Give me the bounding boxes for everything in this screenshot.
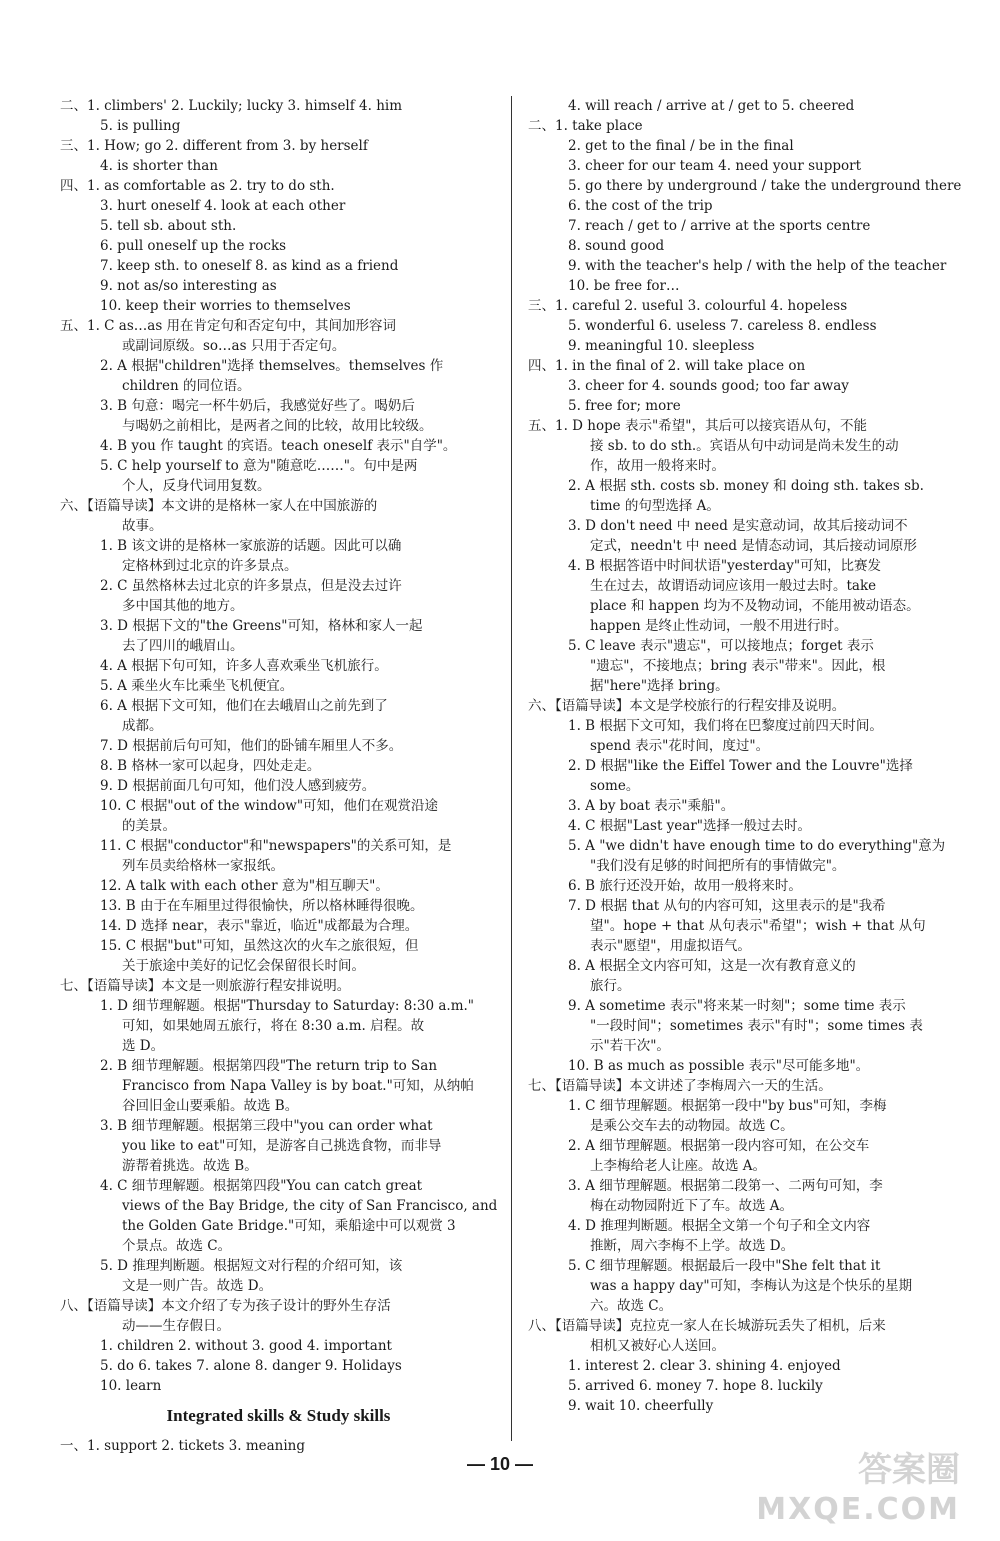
answer-line: 7. D 根据前后句可知，他们的卧铺车厢里人不多。 xyxy=(100,738,403,754)
answer-line: 5. D 推理判断题。根据短文对行程的介绍可知，该 xyxy=(100,1258,403,1274)
answer-line: 6. A 根据下文可知，他们在去峨眉山之前先到了 xyxy=(100,698,388,714)
answer-line: 10. C 根据"out of the window"可知，他们在观赏沿途 xyxy=(100,798,439,814)
answer-line: 9. D 根据前面几句可知，他们没人感到疲劳。 xyxy=(100,778,376,794)
answer-line: 与喝奶之前相比，是两者之间的比较，故用比较级。 xyxy=(122,418,433,434)
answer-line: 上李梅给老人让座。故选 A。 xyxy=(590,1158,767,1174)
answer-line: 2. A 根据 sth. costs sb. money 和 doing sth. takes sb. xyxy=(568,478,924,494)
answer-line: 3. B 细节理解题。根据第三段中"you can order what xyxy=(100,1118,433,1134)
answer-line: was a happy day"可知，李梅认为这是个快乐的星期 xyxy=(590,1278,913,1294)
watermark-url: MXQE.COM xyxy=(756,1492,960,1527)
answer-line: 5. is pulling xyxy=(100,118,181,134)
answer-line: 个景点。故选 C。 xyxy=(122,1238,232,1254)
answer-line: 13. B 由于在车厢里过得很愉快，所以格林睡得很晚。 xyxy=(100,898,424,914)
answer-line: 六、【语篇导读】本文是学校旅行的行程安排及说明。 xyxy=(528,698,846,714)
answer-line: 三、1. careful 2. useful 3. colourful 4. hopeless xyxy=(528,298,848,314)
answer-line: 4. will reach / arrive at / get to 5. cheered xyxy=(568,98,855,114)
answer-line: the Golden Gate Bridge."可知，乘船途中可以观赏 3 xyxy=(122,1218,456,1234)
answer-line: 3. cheer for our team 4. need your support xyxy=(568,158,862,174)
answer-line: 4. C 根据"Last year"选择一般过去时。 xyxy=(568,818,811,834)
answer-line: 1. B 该文讲的是格林一家旅游的话题。因此可以确 xyxy=(100,538,402,554)
answer-line: children 的同位语。 xyxy=(122,378,251,394)
answer-line: 定格林到过北京的许多景点。 xyxy=(122,558,298,574)
answer-line: 示"若干次"。 xyxy=(590,1038,670,1054)
page-number: — 10 — xyxy=(466,1454,534,1474)
answer-line: 3. D don't need 中 need 是实意动词，故其后接动词不 xyxy=(568,518,908,534)
answer-line: Francisco from Napa Valley is by boat."可知，从纳帕 xyxy=(122,1078,474,1094)
answer-line: 列车员卖给格林一家报纸。 xyxy=(122,858,284,874)
answer-line: 9. not as/so interesting as xyxy=(100,278,277,294)
answer-line: 1. D 细节理解题。根据"Thursday to Saturday: 8:30 a.m." xyxy=(100,998,474,1014)
answer-line: "我们没有足够的时间把所有的事情做完"。 xyxy=(590,858,846,874)
answer-line: spend 表示"花时间，度过"。 xyxy=(590,738,770,754)
answer-line: 3. A 细节理解题。根据第二段第一、二两句可知，李 xyxy=(568,1178,883,1194)
answer-line: 多中国其他的地方。 xyxy=(122,598,244,614)
right-column xyxy=(528,96,968,1416)
answer-line: 八、【语篇导读】克拉克一家人在长城游玩丢失了相机，后来 xyxy=(528,1318,886,1334)
answer-line: 动——生存假日。 xyxy=(122,1318,230,1334)
answer-line: 15. C 根据"but"可知，虽然这次的火车之旅很短，但 xyxy=(100,938,419,954)
answer-line: 二、1. climbers' 2. Luckily; lucky 3. himself 4. him xyxy=(60,98,403,114)
answer-line: 成都。 xyxy=(122,718,163,734)
answer-line: 10. B as much as possible 表示"尽可能多地"。 xyxy=(568,1058,870,1074)
answer-line: 4. B you 作 taught 的宾语。teach oneself 表示"自学"。 xyxy=(100,438,457,454)
answer-line: 9. with the teacher's help / with the help of the teacher xyxy=(568,258,947,274)
answer-line: 2. A 细节理解题。根据第一段内容可知，在公交车 xyxy=(568,1138,870,1154)
answer-line: 10. be free for… xyxy=(568,278,680,294)
answer-line: 8. B 格林一家可以起身，四处走走。 xyxy=(100,758,321,774)
left-column xyxy=(60,96,497,1456)
answer-line: 6. B 旅行还没开始，故用一般将来时。 xyxy=(568,878,802,894)
answer-line: 的美景。 xyxy=(122,818,176,834)
answer-line: 三、1. How; go 2. different from 3. by herself xyxy=(60,138,368,154)
answer-line: 一、1. support 2. tickets 3. meaning xyxy=(60,1438,306,1454)
answer-line: 9. wait 10. cheerfully xyxy=(568,1398,714,1414)
answer-line: 4. is shorter than xyxy=(100,158,218,174)
answer-line: 2. C 虽然格林去过北京的许多景点，但是没去过许 xyxy=(100,578,402,594)
answer-line: 文是一则广告。故选 D。 xyxy=(122,1278,273,1294)
answer-line: 9. meaningful 10. sleepless xyxy=(568,338,755,354)
answer-line: 去了四川的峨眉山。 xyxy=(122,638,244,654)
answer-line: 或副词原级。so…as 只用于否定句。 xyxy=(122,338,346,354)
answer-line: 5. wonderful 6. useless 7. careless 8. endless xyxy=(568,318,877,334)
answer-line: 梅在动物园附近下了车。故选 A。 xyxy=(590,1198,794,1214)
answer-line: 5. C 细节理解题。根据最后一段中"She felt that it xyxy=(568,1258,881,1274)
answer-line: 4. C 细节理解题。根据第四段"You can catch great xyxy=(100,1178,423,1194)
answer-line: 2. B 细节理解题。根据第四段"The return trip to San xyxy=(100,1058,438,1074)
answer-line: 四、1. as comfortable as 2. try to do sth. xyxy=(60,178,335,194)
answer-line: 个人，反身代词用复数。 xyxy=(122,478,271,494)
answer-line: 5. A "we didn't have enough time to do everything"意为 xyxy=(568,838,946,854)
answer-line: 5. do 6. takes 7. alone 8. danger 9. Holidays xyxy=(100,1358,402,1374)
answer-line: 作，故用一般将来时。 xyxy=(590,458,725,474)
answer-line: 2. D 根据"like the Eiffel Tower and the Louvre"选择 xyxy=(568,758,913,774)
answer-line: 8. sound good xyxy=(568,238,665,254)
answer-line: 7. keep sth. to oneself 8. as kind as a friend xyxy=(100,258,399,274)
answer-line: 4. D 推理判断题。根据全文第一个句子和全文内容 xyxy=(568,1218,871,1234)
answer-line: 5. C help yourself to 意为"随意吃……"。句中是两 xyxy=(100,458,418,474)
answer-line: 四、1. in the final of 2. will take place on xyxy=(528,358,806,374)
answer-line: 是乘公交车去的动物园。故选 C。 xyxy=(590,1118,794,1134)
answer-line: 七、【语篇导读】本文是一则旅游行程安排说明。 xyxy=(60,978,351,994)
answer-line: 5. A 乘坐火车比乘坐飞机便宜。 xyxy=(100,678,294,694)
answer-line: 3. cheer for 4. sounds good; too far away xyxy=(568,378,849,394)
answer-line: 六、【语篇导读】本文讲的是格林一家人在中国旅游的 xyxy=(60,498,378,514)
answer-line: 12. A talk with each other 意为"相互聊天"。 xyxy=(100,878,389,894)
answer-line: 10. learn xyxy=(100,1378,162,1394)
answer-line: 据"here"选择 bring。 xyxy=(590,678,729,694)
section-heading: Integrated skills & Study skills xyxy=(166,1406,391,1425)
answer-line: 3. A by boat 表示"乘船"。 xyxy=(568,798,735,814)
answer-line: 六。故选 C。 xyxy=(590,1298,673,1314)
answer-line: 可知，如果她周五旅行，将在 8:30 a.m. 启程。故 xyxy=(122,1018,425,1034)
answer-line: 五、1. C as…as 用在肯定句和否定句中，其间加形容词 xyxy=(60,318,397,334)
answer-line: 2. A 根据"children"选择 themselves。themselves 作 xyxy=(100,358,444,374)
watermark-logo: 答案圈 xyxy=(858,1450,960,1490)
answer-line: 1. children 2. without 3. good 4. important xyxy=(100,1338,392,1354)
answer-line: 9. A sometime 表示"将来某一时刻"；some time 表示 xyxy=(568,998,906,1014)
answer-line: you like to eat"可知，是游客自己挑选食物，而非导 xyxy=(122,1138,442,1154)
answer-line: 6. the cost of the trip xyxy=(568,198,713,214)
answer-line: 7. D 根据 that 从句的内容可知，这里表示的是"我希 xyxy=(568,898,886,914)
answer-line: 谷回旧金山要乘船。故选 B。 xyxy=(122,1098,299,1114)
answer-line: 1. interest 2. clear 3. shining 4. enjoyed xyxy=(568,1358,841,1374)
answer-line: 定式，needn't 中 need 是情态动词，其后接动词原形 xyxy=(590,538,917,554)
answer-line: 11. C 根据"conductor"和"newspapers"的关系可知，是 xyxy=(100,838,452,854)
answer-line: 14. D 选择 near，表示"靠近，临近"成都最为合理。 xyxy=(100,918,419,934)
answer-line: "一段时间"；sometimes 表示"有时"；some times 表 xyxy=(590,1018,923,1034)
answer-line: 1. B 根据下文可知，我们将在巴黎度过前四天时间。 xyxy=(568,718,883,734)
answer-line: 二、1. take place xyxy=(528,118,643,134)
answer-line: 七、【语篇导读】本文讲述了李梅周六一天的生活。 xyxy=(528,1078,832,1094)
answer-line: 五、1. D hope 表示"希望"，其后可以接宾语从句，不能 xyxy=(528,418,867,434)
answer-line: "遗忘"，不接地点；bring 表示"带来"。因此，根 xyxy=(590,658,886,674)
answer-line: 选 D。 xyxy=(122,1038,165,1054)
column-divider xyxy=(511,96,512,1441)
answer-line: 3. B 句意：喝完一杯牛奶后，我感觉好些了。喝奶后 xyxy=(100,398,415,414)
answer-line: 生在过去，故谓语动词应该用一般过去时。take xyxy=(590,578,877,594)
answer-line: 5. go there by underground / take the underground there xyxy=(568,178,962,194)
answer-line: 4. A 根据下句可知，许多人喜欢乘坐飞机旅行。 xyxy=(100,658,388,674)
answer-line: 1. C 细节理解题。根据第一段中"by bus"可知，李梅 xyxy=(568,1098,887,1114)
answer-line: 旅行。 xyxy=(590,978,631,994)
answer-line: time 的句型选择 A。 xyxy=(590,498,720,514)
answer-line: 3. D 根据下文的"the Greens"可知，格林和家人一起 xyxy=(100,618,423,634)
answer-line: 7. reach / get to / arrive at the sports centre xyxy=(568,218,871,234)
answer-line: views of the Bay Bridge, the city of San Francisco, and xyxy=(122,1198,497,1214)
answer-line: 5. free for; more xyxy=(568,398,681,414)
answer-line: 3. hurt oneself 4. look at each other xyxy=(100,198,346,214)
answer-line: 6. pull oneself up the rocks xyxy=(100,238,287,254)
answer-line: 5. arrived 6. money 7. hope 8. luckily xyxy=(568,1378,823,1394)
answer-line: 故事。 xyxy=(122,518,163,534)
answer-line: 接 sb. to do sth.。宾语从句中动词是尚未发生的动 xyxy=(590,438,899,454)
answer-line: 8. A 根据全文内容可知，这是一次有教育意义的 xyxy=(568,958,856,974)
answer-line: place 和 happen 均为不及物动词，不能用被动语态。 xyxy=(590,598,920,614)
answer-line: some。 xyxy=(590,778,640,794)
answer-line: 望"。hope + that 从句表示"希望"；wish + that 从句 xyxy=(590,918,926,934)
answer-line: 10. keep their worries to themselves xyxy=(100,298,351,314)
answer-line: 推断，周六李梅不上学。故选 D。 xyxy=(590,1238,795,1254)
answer-line: 相机又被好心人送回。 xyxy=(590,1338,725,1354)
answer-line: 游帮着挑选。故选 B。 xyxy=(122,1158,258,1174)
answer-line: 4. B 根据答语中时间状语"yesterday"可知，比赛发 xyxy=(568,558,882,574)
answer-line: 关于旅途中美好的记忆会保留很长时间。 xyxy=(122,958,365,974)
answer-line: 5. tell sb. about sth. xyxy=(100,218,237,234)
answer-line: 5. C leave 表示"遗忘"，可以接地点；forget 表示 xyxy=(568,638,874,654)
answer-line: 八、【语篇导读】本文介绍了专为孩子设计的野外生存活 xyxy=(60,1298,391,1314)
answer-line: happen 是终止性动词，一般不用进行时。 xyxy=(590,618,848,634)
answer-line: 表示"愿望"，用虚拟语气。 xyxy=(590,938,751,954)
answer-line: 2. get to the final / be in the final xyxy=(568,138,794,154)
